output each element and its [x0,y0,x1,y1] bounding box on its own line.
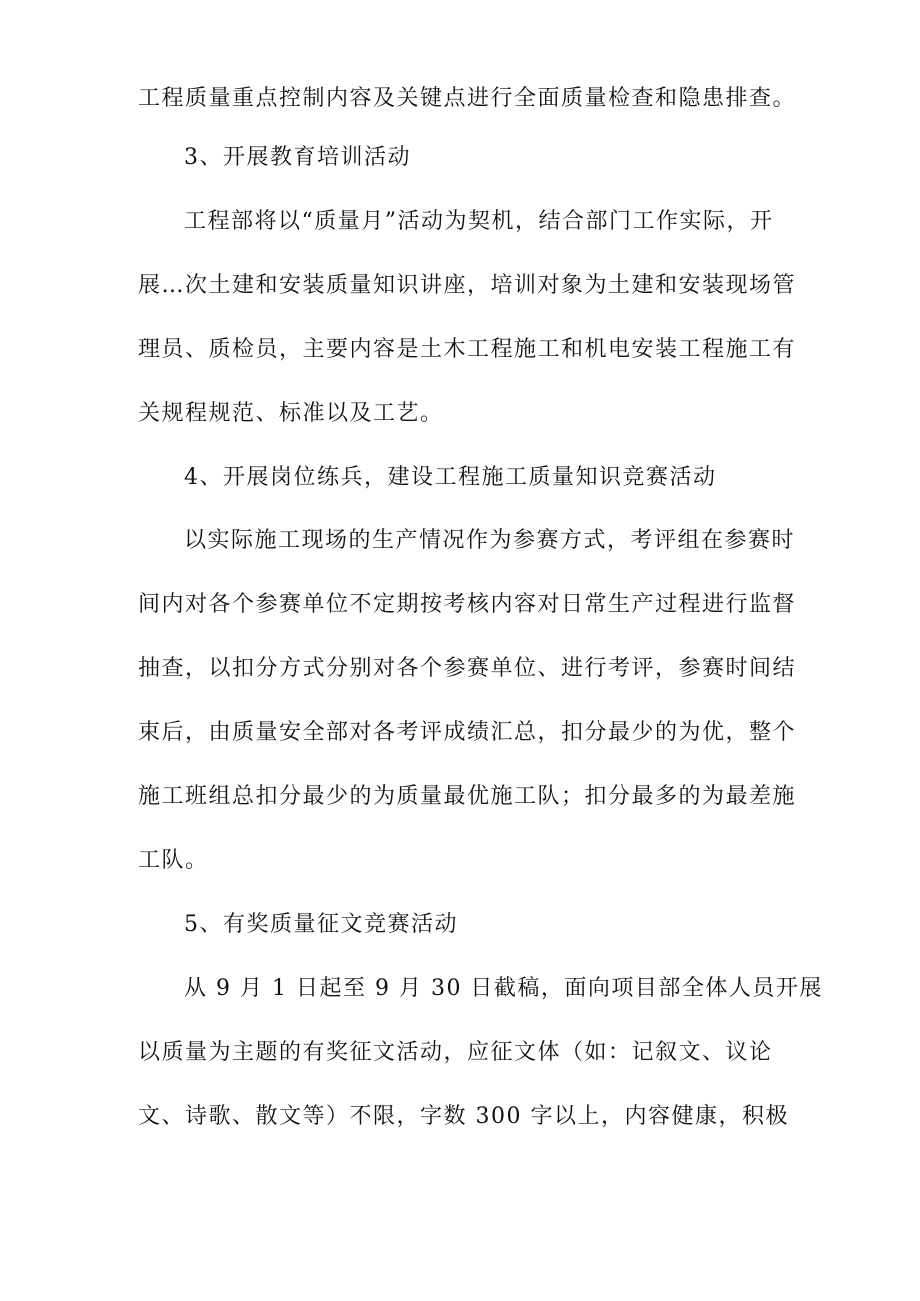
paragraph-line: 工程部将以“质量月”活动为契机，结合部门工作实际，开 [184,209,774,234]
paragraph-line: 从 9 月 1 日起至 9 月 30 日截稿，面向项目部全体人员开展 [184,976,823,1001]
paragraph-line: 展…次土建和安装质量知识讲座，培训对象为土建和安装现场管 [138,273,797,298]
paragraph-line: 以实际施工现场的生产情况作为参赛方式，考评组在参赛时 [184,528,796,553]
paragraph-line: 工程质量重点控制内容及关键点进行全面质量检查和隐患排查。 [138,86,797,111]
paragraph-line: 施工班组总扣分最少的为质量最优施工队；扣分最多的为最差施 [138,784,797,809]
paragraph-line: 抽查，以扣分方式分别对各个参赛单位、进行考评，参赛时间结 [138,656,797,681]
paragraph-line: 以质量为主题的有奖征文活动，应征文体（如：记叙文、议论 [138,1040,773,1065]
paragraph-line: 理员、质检员，主要内容是土木工程施工和机电安装工程施工有 [138,337,797,362]
section-heading-4: 4、开展岗位练兵，建设工程施工质量知识竞赛活动 [184,465,717,490]
paragraph-line: 束后，由质量安全部对各考评成绩汇总，扣分最少的为优，整个 [138,720,797,745]
section-heading-3: 3、开展教育培训活动 [184,145,411,170]
paragraph-line: 文、诗歌、散文等）不限，字数 300 字以上，内容健康，积极 [138,1104,789,1129]
paragraph-line: 关规程规范、标准以及工艺。 [138,401,444,426]
section-heading-5: 5、有奖质量征文竞赛活动 [184,912,458,937]
paragraph-line: 间内对各个参赛单位不定期按考核内容对日常生产过程进行监督 [138,592,797,617]
paragraph-line: 工队。 [138,848,209,873]
